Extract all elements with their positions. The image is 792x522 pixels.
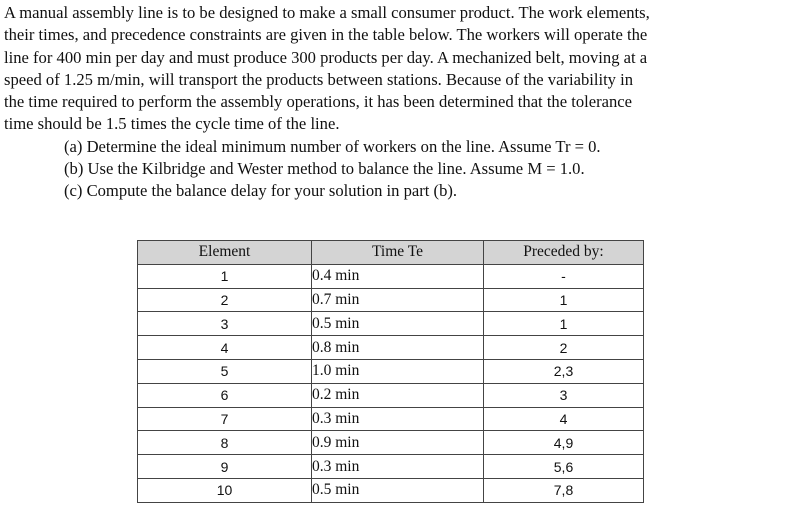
element-cell: 5 — [138, 359, 312, 383]
table-row — [138, 407, 644, 431]
element-cell: 6 — [138, 383, 312, 407]
element-cell: 10 — [138, 478, 312, 502]
time-cell: 0.5 min — [312, 312, 484, 336]
preceded-by-cell: 4,9 — [484, 431, 644, 455]
time-cell: 0.4 min — [312, 264, 484, 288]
table-row — [138, 455, 644, 479]
table-row — [138, 431, 644, 455]
problem-statement — [4, 2, 788, 203]
time-cell: 0.3 min — [312, 455, 484, 479]
table-row — [138, 383, 644, 407]
preceded-by-cell: 2 — [484, 336, 644, 360]
header-time: Time Te — [312, 241, 484, 265]
table-row — [138, 478, 644, 502]
problem-line: speed of 1.25 m/min, will transport the products between stations. Because of the variability in — [4, 69, 634, 89]
time-cell: 0.7 min — [312, 288, 484, 312]
table-row — [138, 336, 644, 360]
question-parts — [64, 136, 788, 203]
header-preceded-by: Preceded by: — [484, 241, 644, 265]
time-cell: 0.5 min — [312, 478, 484, 502]
preceded-by-cell: 2,3 — [484, 359, 644, 383]
table-row — [138, 359, 644, 383]
element-cell: 3 — [138, 312, 312, 336]
time-cell: 0.9 min — [312, 431, 484, 455]
preceded-by-cell: 4 — [484, 407, 644, 431]
element-cell: 7 — [138, 407, 312, 431]
problem-line: A manual assembly line is to be designed to make a small consumer product. The work elements, — [4, 3, 650, 22]
element-cell: 9 — [138, 455, 312, 479]
time-cell: 1.0 min — [312, 359, 484, 383]
preceded-by-cell: 3 — [484, 383, 644, 407]
table-header-row — [138, 241, 644, 265]
time-cell: 0.2 min — [312, 383, 484, 407]
table-body — [138, 264, 644, 502]
table-row — [138, 288, 644, 312]
preceded-by-cell: 7,8 — [484, 478, 644, 502]
preceded-by-cell: 5,6 — [484, 455, 644, 479]
table-row — [138, 312, 644, 336]
question-part-a: (a) Determine the ideal minimum number of workers on the line. Assume Tr = 0. — [64, 136, 601, 156]
preceded-by-cell: 1 — [484, 312, 644, 336]
time-cell: 0.3 min — [312, 407, 484, 431]
header-element: Element — [138, 241, 312, 265]
problem-line: their times, and precedence constraints are given in the table below. The workers will operate the — [4, 25, 648, 45]
time-cell: 0.8 min — [312, 336, 484, 360]
element-cell: 4 — [138, 336, 312, 360]
problem-line: line for 400 min per day and must produce 300 products per day. A mechanized belt, moving at a — [4, 47, 648, 67]
element-cell: 8 — [138, 431, 312, 455]
problem-line: the time required to perform the assembly operations, it has been determined that the tolerance — [4, 92, 633, 112]
element-cell: 2 — [138, 288, 312, 312]
table-row — [138, 264, 644, 288]
work-elements-table — [137, 240, 644, 503]
problem-line: time should be 1.5 times the cycle time of the line. — [4, 114, 340, 134]
preceded-by-cell: 1 — [484, 288, 644, 312]
element-cell: 1 — [138, 264, 312, 288]
question-part-b: (b) Use the Kilbridge and Wester method to balance the line. Assume M = 1.0. — [64, 159, 585, 179]
preceded-by-cell: - — [484, 264, 644, 288]
question-part-c: (c) Compute the balance delay for your solution in part (b). — [64, 181, 458, 201]
